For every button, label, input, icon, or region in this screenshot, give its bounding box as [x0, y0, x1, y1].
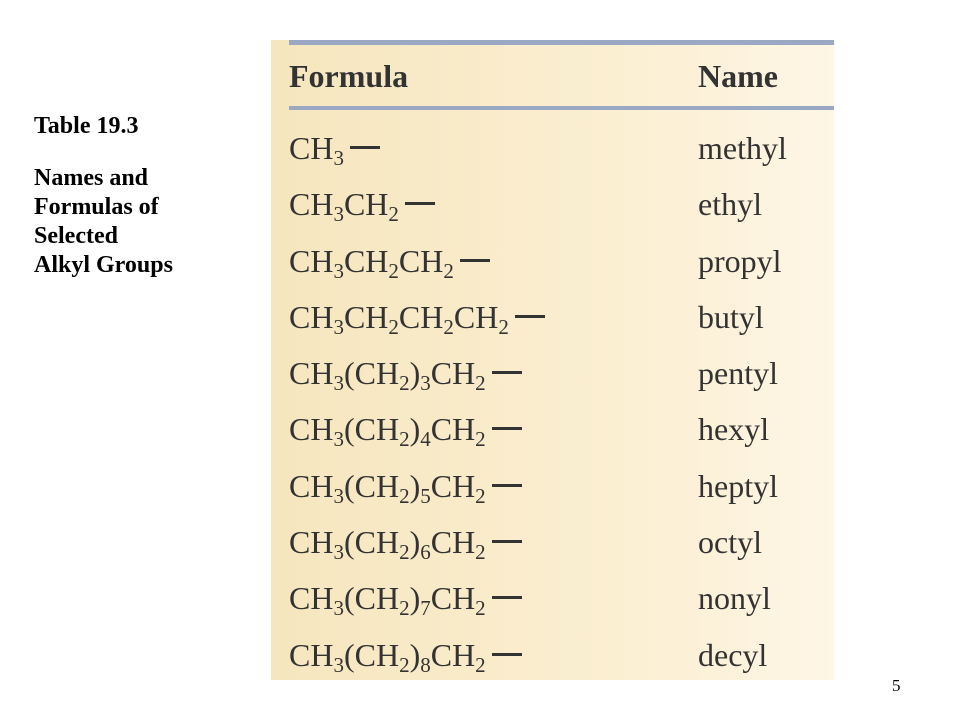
bond-line	[515, 315, 545, 318]
name-cell: decyl	[698, 636, 768, 673]
bond-line	[492, 653, 522, 656]
name-cell: propyl	[698, 242, 782, 279]
name-column-header: Name	[698, 58, 778, 94]
bond-line	[492, 371, 522, 374]
formula-cell: $CH_3$	[289, 128, 380, 168]
table-row	[271, 409, 834, 465]
table-row	[271, 128, 834, 184]
table-top-rule	[289, 40, 834, 45]
formula-cell: $CH_3CH_2CH_2CH_2$	[289, 297, 545, 337]
bond-line	[405, 202, 435, 205]
formula-cell: $CH_3(CH_2)_4CH_2$	[289, 409, 522, 449]
caption-line: Names and	[34, 165, 149, 191]
name-cell: methyl	[698, 130, 787, 166]
name-cell: ethyl	[698, 186, 762, 223]
bond-line	[460, 259, 490, 262]
name-cell: butyl	[698, 298, 764, 335]
table-description	[34, 164, 264, 280]
table-row	[271, 184, 834, 240]
formula-cell: $CH_3CH_2$	[289, 184, 435, 224]
bond-line	[492, 427, 522, 430]
caption-line: Formulas of	[34, 194, 159, 220]
formula-column-header: Formula	[289, 58, 409, 94]
formula-cell: $CH_3CH_2CH_2$	[289, 241, 490, 281]
bond-line	[492, 596, 522, 599]
table-row	[271, 522, 834, 578]
bond-line	[492, 540, 522, 543]
formula-cell: $CH_3(CH_2)_3CH_2$	[289, 353, 522, 393]
table-row	[271, 578, 834, 634]
table-body	[271, 128, 834, 680]
caption-line: Selected	[34, 223, 118, 249]
bond-line	[350, 146, 380, 149]
formula-cell: $CH_3(CH_2)_5CH_2$	[289, 466, 522, 506]
table-row	[271, 297, 834, 353]
name-cell: pentyl	[698, 355, 778, 392]
table-caption	[34, 112, 264, 280]
formula-cell: $CH_3(CH_2)_6CH_2$	[289, 522, 522, 562]
page-number: 5	[892, 676, 901, 695]
table-number: Table 19.3	[34, 113, 139, 139]
name-cell: nonyl	[698, 580, 771, 617]
table-row	[271, 466, 834, 522]
bond-line	[492, 484, 522, 487]
table-row	[271, 241, 834, 297]
formula-cell: $CH_3(CH_2)_7CH_2$	[289, 578, 522, 618]
table-row	[271, 353, 834, 409]
caption-line: Alkyl Groups	[34, 252, 173, 278]
name-cell: heptyl	[698, 467, 778, 504]
alkyl-groups-table	[271, 40, 834, 680]
formula-cell: $CH_3(CH_2)_8CH_2$	[289, 635, 522, 675]
name-cell: octyl	[698, 524, 762, 561]
name-cell: hexyl	[698, 411, 770, 448]
table-row	[271, 635, 834, 680]
table-header-rule	[289, 106, 834, 110]
